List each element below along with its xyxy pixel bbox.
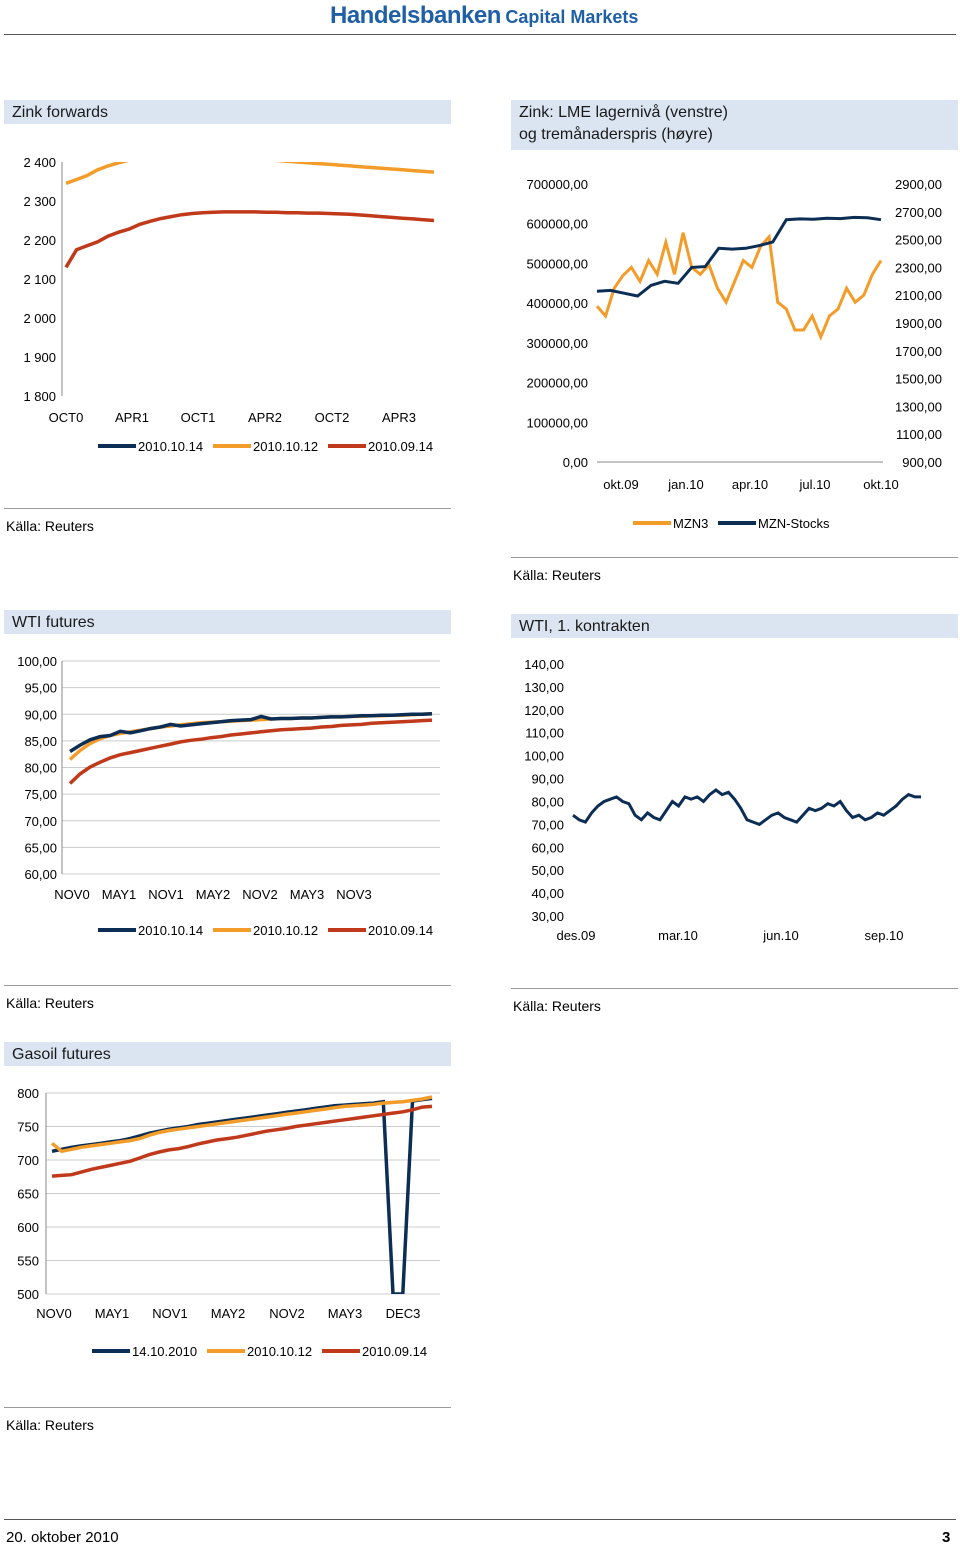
zl-y-left-tick: 200000,00: [526, 375, 588, 391]
zf-series-line: [66, 124, 434, 158]
w1-x-tick: sep.10: [864, 928, 904, 943]
zl-series-stocks: [597, 217, 881, 296]
zl-y-right-tick: 2900,00: [895, 177, 942, 192]
zl-y-left-tick: 300000,00: [526, 335, 588, 351]
wf-series-line: [70, 720, 432, 783]
wf-x-tick: MAY2: [195, 887, 231, 902]
go-x-tick: NOV0: [36, 1306, 72, 1321]
wf-x-tick: NOV2: [242, 887, 278, 902]
zl-y-left-tick: 700000,00: [526, 177, 588, 192]
go-series-line: [52, 1097, 432, 1151]
go-y-tick: 550: [17, 1253, 39, 1269]
zf-x-tick: APR3: [382, 410, 416, 425]
zl-legend-label: MZN-Stocks: [758, 516, 830, 531]
zl-y-right-tick: 1700,00: [895, 343, 942, 359]
gasoil-title-bar: [4, 1042, 451, 1066]
go-y-tick: 500: [17, 1287, 39, 1302]
zinc-forwards-chart: [0, 124, 455, 464]
divider-1: [4, 508, 451, 509]
divider-3: [4, 985, 451, 986]
w1-y-tick: 60,00: [531, 840, 564, 856]
zl-y-right-tick: 900,00: [902, 455, 942, 470]
w1-y-tick: 40,00: [531, 886, 564, 902]
zinc-lme-source: Källa: Reuters: [513, 567, 601, 583]
go-y-tick: 650: [17, 1186, 39, 1202]
wti-first-source: Källa: Reuters: [513, 998, 601, 1014]
zf-y-tick: 2 100: [23, 272, 56, 287]
wf-x-tick: MAY3: [289, 887, 325, 902]
gasoil-source: Källa: Reuters: [6, 1417, 94, 1433]
zl-y-right-tick: 2300,00: [895, 260, 942, 276]
zinc-lme-title-line2: og tremånaderspris (høyre): [519, 126, 713, 143]
zf-legend-label: 2010.10.14: [138, 439, 204, 454]
wf-legend-label: 2010.09.14: [368, 923, 434, 938]
wf-legend-label: 2010.10.14: [138, 923, 204, 938]
zf-x-tick: APR1: [115, 410, 149, 425]
wti-futures-title: WTI futures: [12, 614, 95, 631]
zf-y-tick: 1 800: [23, 389, 56, 404]
zf-y-tick: 2 200: [23, 233, 56, 248]
w1-series-line: [573, 790, 921, 824]
wti-first-chart: [505, 645, 960, 950]
go-legend-label: 14.10.2010: [132, 1344, 198, 1359]
wf-y-tick: 95,00: [24, 680, 57, 696]
w1-y-tick: 130,00: [524, 679, 564, 695]
go-legend-label: 2010.10.12: [247, 1344, 313, 1359]
wf-x-tick: MAY1: [101, 887, 137, 902]
go-y-tick: 800: [17, 1086, 39, 1101]
w1-x-tick: des.09: [556, 928, 596, 943]
wf-x-tick: NOV3: [336, 887, 372, 902]
gasoil-title: Gasoil futures: [12, 1046, 111, 1063]
brand-suffix: Capital Markets: [505, 7, 639, 27]
header-divider: [4, 34, 956, 35]
gasoil-chart: [0, 1075, 455, 1370]
zl-y-left-tick: 0,00: [562, 455, 588, 470]
zinc-lme-chart: [505, 150, 960, 540]
divider-4: [511, 988, 958, 989]
wf-x-tick: NOV0: [54, 887, 90, 902]
zinc-forwards-title-bar: [4, 100, 451, 124]
zl-y-right-tick: 1300,00: [895, 399, 942, 415]
w1-y-tick: 30,00: [531, 909, 564, 924]
zl-y-left-tick: 400000,00: [526, 296, 588, 312]
wti-futures-title-bar: [4, 610, 451, 634]
zinc-lme-title-bar: [511, 100, 958, 150]
go-x-tick: MAY2: [210, 1306, 246, 1321]
zl-y-right-tick: 1100,00: [895, 427, 942, 443]
zl-y-left-tick: 500000,00: [526, 256, 588, 272]
wf-y-tick: 65,00: [24, 840, 57, 856]
go-x-tick: MAY3: [327, 1306, 363, 1321]
footer-divider: [4, 1519, 956, 1520]
wti-futures-source: Källa: Reuters: [6, 995, 94, 1011]
zf-x-tick: OCT2: [314, 410, 350, 425]
zinc-forwards-title: Zink forwards: [12, 104, 109, 121]
zl-y-right-tick: 2500,00: [895, 232, 942, 248]
zl-y-right-tick: 1900,00: [895, 316, 942, 331]
go-x-tick: DEC3: [385, 1306, 421, 1321]
zf-y-tick: 1 900: [23, 350, 56, 365]
divider-2: [511, 557, 958, 558]
divider-5: [4, 1407, 451, 1408]
w1-y-tick: 100,00: [524, 748, 564, 764]
zf-series-line: [66, 212, 434, 267]
go-y-tick: 750: [17, 1119, 39, 1135]
zf-legend-label: 2010.09.14: [368, 439, 434, 454]
go-x-tick: NOV1: [152, 1306, 188, 1321]
wf-y-tick: 70,00: [24, 813, 57, 829]
zf-legend-label: 2010.10.12: [253, 439, 319, 454]
zl-x-tick: jan.10: [668, 477, 704, 492]
wf-y-tick: 100,00: [17, 654, 57, 669]
zl-x-tick: okt.10: [863, 477, 899, 492]
go-legend-label: 2010.09.14: [362, 1344, 428, 1359]
wf-y-tick: 80,00: [24, 760, 57, 776]
zl-x-tick: jul.10: [799, 477, 831, 492]
page-number: 3: [942, 1529, 951, 1546]
zl-x-tick: apr.10: [731, 477, 769, 492]
zf-y-tick: 2 000: [23, 311, 56, 326]
zl-x-tick: okt.09: [603, 477, 639, 492]
zl-y-right-tick: 2100,00: [895, 288, 942, 304]
go-x-tick: MAY1: [94, 1306, 130, 1321]
zf-x-tick: APR2: [248, 410, 282, 425]
zl-y-right-tick: 1500,00: [895, 371, 942, 387]
go-series-line: [52, 1098, 432, 1294]
zinc-lme-title-line1: Zink: LME lagernivå (venstre): [519, 104, 728, 121]
zl-y-left-tick: 600000,00: [526, 216, 588, 232]
w1-y-tick: 80,00: [531, 794, 564, 810]
zf-x-tick: OCT0: [48, 410, 84, 425]
w1-y-tick: 110,00: [525, 725, 564, 741]
zl-legend-label: MZN3: [673, 516, 709, 531]
wti-first-title: WTI, 1. kontrakten: [519, 618, 650, 635]
wf-y-tick: 75,00: [24, 787, 57, 803]
zf-y-tick: 2 300: [23, 194, 56, 209]
brand-logo: [330, 2, 638, 30]
zf-y-tick: 2 400: [23, 155, 56, 170]
zl-y-left-tick: 100000,00: [526, 415, 588, 431]
zf-x-tick: OCT1: [180, 410, 216, 425]
go-y-tick: 700: [17, 1153, 39, 1168]
w1-y-tick: 120,00: [524, 702, 564, 718]
zl-y-right-tick: 2700,00: [895, 204, 942, 220]
w1-y-tick: 90,00: [531, 771, 564, 787]
w1-y-tick: 70,00: [531, 817, 564, 833]
wf-y-tick: 90,00: [24, 707, 57, 723]
w1-x-tick: jun.10: [763, 928, 799, 943]
go-x-tick: NOV2: [269, 1306, 305, 1321]
go-y-tick: 600: [17, 1220, 39, 1235]
wf-y-tick: 60,00: [24, 867, 57, 882]
w1-x-tick: mar.10: [658, 928, 698, 943]
wf-legend-label: 2010.10.12: [253, 923, 319, 938]
wf-x-tick: NOV1: [148, 887, 184, 902]
w1-y-tick: 140,00: [524, 657, 564, 672]
wf-y-tick: 85,00: [24, 733, 57, 749]
zinc-forwards-source: Källa: Reuters: [6, 518, 94, 534]
footer-date: 20. oktober 2010: [6, 1529, 119, 1546]
w1-y-tick: 50,00: [531, 863, 564, 879]
zf-series-line: [66, 154, 434, 183]
wti-first-title-bar: [511, 614, 958, 638]
brand-name: Handelsbanken: [330, 2, 501, 29]
wti-futures-chart: [0, 640, 455, 950]
